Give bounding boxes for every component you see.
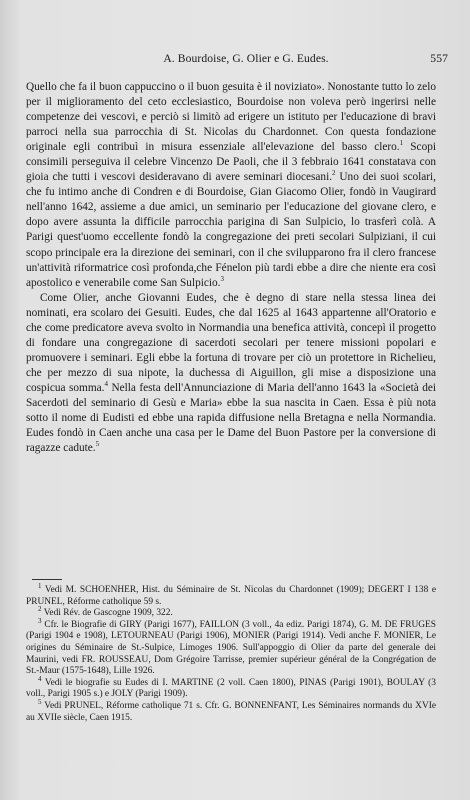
footnote-divider [32,579,62,580]
footnote-text: Vedi M. SCHOENHER, Hist. du Séminaire de St. Nicolas du Chardonnet (1909); DEGERT I 138 e PRUNEL, Réforme catholique 59 s. [26,585,436,607]
footnote-reference: 1 [399,139,404,148]
footnote-reference: 3 [220,274,225,283]
footnote-reference: 2 [332,169,336,178]
footnote [26,674,436,701]
footnote-text: Vedi PRUNEL, Réforme catholique 71 s. Cfr. G. BONNENFANT, Les Séminaires normands du XVIe au XVIIe siècle, Caen 1915. [26,700,436,723]
footnote [26,581,436,608]
footnotes [26,581,436,724]
paragraph-text: Scopi consimili perseguiva il celebre Vincenzo De Paoli, che il 3 febbraio 1641 constatava con gioia che tutti i vescovi desideravano di avere seminari diocesani. [26,141,437,184]
footnote-number: 5 [38,697,42,706]
paragraph-2 [26,291,436,457]
page-number: 557 [430,52,448,65]
footnote-number: 3 [38,616,42,625]
paragraph-text: Nella festa dell'Annunciazione di Maria dell'anno 1643 la «Società dei Sacerdoti del seminario di Gesù e Maria» ebbe la sua nascita in Caen. Essa è più nota sotto il nome di Eudisti ed ebbe una rapida diffusione nella Bretagna e nella Normandia. Eudes fondò in Caen anche una casa per le Dame del Buon Pastore per la conversione di ragazze cadute. [26,381,437,455]
footnote [26,605,436,620]
main-text [26,80,436,456]
footnote-text: Vedi Rév. de Gascogne 1909, 322. [43,608,173,619]
footnote-number: 2 [38,605,42,614]
running-header [30,52,448,68]
paragraph-text: Uno dei suoi scolari, che fu intimo anche di Condren e di Bourdoise, Gian Giacomo Olier, fondò in Vaugirard nell'anno 1642, assieme a due amici, un seminario per l'educazione del giovane clero, e dopo avere assunta la difficile parrocchia parigina di San Sulpicio, lo trasferì colà. A Parigi quest'uomo eccellente fondò la congregazione dei preti secolari Sulpiziani, il cui scopo principale era la direzione dei seminari, con il che svilupparono fra il clero francese un'attività riformatrice così profonda,che Fénelon più tardi ebbe a dire che niente era così apostolico e venerabile come San Sulpicio. [26,171,436,289]
paragraph-text: Quello che fa il buon cappuccino o il buon gesuita è il noviziato». Nonostante tutto lo zelo per il miglioramento del ceto ecclesiastico, Bourdoise non voleva però ingerirsi nelle competenze dei vescovi, e perciò si limitò ad erigere un istituto per l'educazione di bravi parroci nella sua parrocchia di St. Nicolas du Chardonnet. Con questa fondazione originale egli contribuì in misura essenziale all'elevazione del basso clero. [26,81,436,154]
footnote-text: Vedi le biografie su Eudes di I. MARTINE (2 voll. Caen 1800), PINAS (Parigi 1901), BOULAY (3 voll., Parigi 1905 s.) e JOLY (Parigi 1909). [26,677,436,700]
paragraph-text: Come Olier, anche Giovanni Eudes, che è degno di stare nella stessa linea dei nominati, era scolaro dei Gesuiti. Eudes, che dal 1625 al 1643 appartenne all'Oratorio e che come predicatore aveva svolto in Normandia una benefica attività, concepì il progetto di fondare una congregazione di sacerdoti secolari per tenere missioni popolari e promuovere i seminari. Egli ebbe la fortuna di trovare per ciò un protettore in Richelieu, che per mezzo di sua nipote, la duchessa di Aiguillon, gli mise a disposizione una cospicua somma. [26,291,436,394]
footnote-reference: 5 [95,440,100,449]
paragraph-1 [26,80,436,291]
footnote [26,697,436,724]
running-title: A. Bourdoise, G. Olier e G. Eudes. [163,52,329,65]
footnote-reference: 4 [104,380,108,389]
footnote-number: 4 [38,674,42,683]
footnote-number: 1 [38,581,42,590]
footnote-text: Cfr. le Biografie di GIRY (Parigi 1677), FAILLON (3 voll., 4a ediz. Parigi 1874), G. M. DE FRUGES (Parigi 1904 e 1908), LETOURNEAU (Parigi 1906), MONIER (Parigi 1914). Vedi anche F. MONIER, Le origines du Séminaire de St.-Sulpice, Limoges 1906. Sull'appoggio di Olier da parte del generale dei Maurini, vedi FR. ROUSSEAU, Dom Grégoire Tarrisse, premier supérieur général de la Congrégation de St.-Maur (1575-1648), Lille 1926. [26,619,436,677]
footnote [26,616,436,678]
